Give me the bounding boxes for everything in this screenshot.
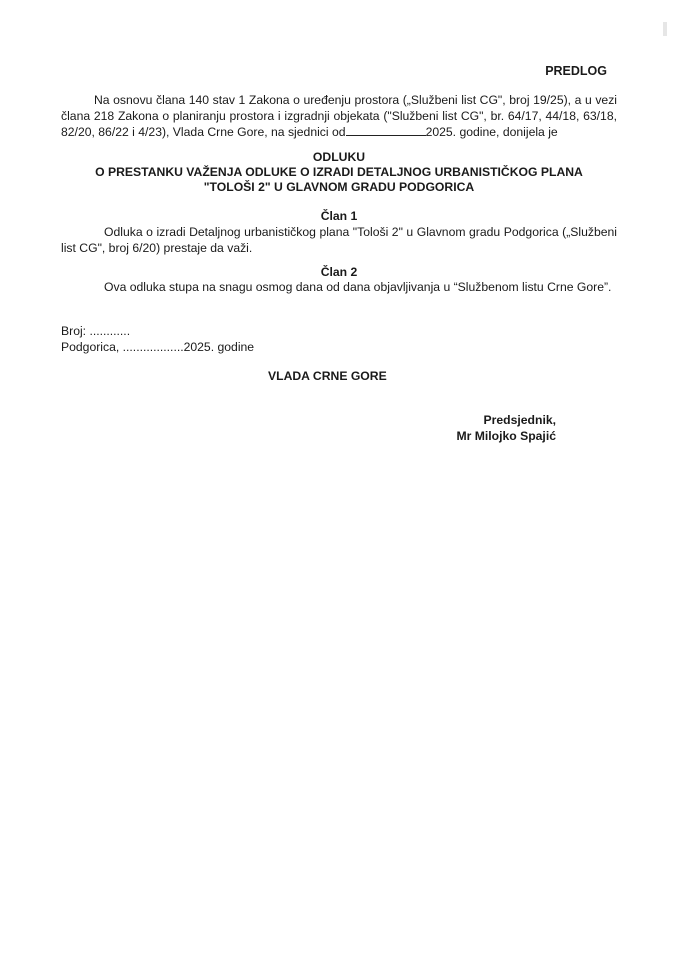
- signature-block: [456, 412, 556, 444]
- government-name: VLADA CRNE GORE: [268, 369, 387, 383]
- article-2-text: Ova odluka stupa na snagu osmog dana od dana objavljivanja u “Službenom listu Crne Gore”.: [104, 280, 612, 294]
- date-blank-line: [346, 125, 426, 136]
- article-1-text: Odluka o izradi Detaljnog urbanističkog plana "Tološi 2" u Glavnom gradu Podgorica („Službeni list CG", broj 6/20) prestaje da važi.: [61, 225, 617, 255]
- proposal-label: PREDLOG: [545, 64, 607, 78]
- document-subtitle-line1: O PRESTANKU VAŽENJA ODLUKE O IZRADI DETALJNOG URBANISTIČKOG PLANA: [95, 165, 583, 179]
- reference-number: Broj: ............: [61, 324, 131, 338]
- document-title: ODLUKU: [312, 150, 366, 164]
- intro-paragraph: [61, 92, 617, 140]
- scan-artifact: [663, 22, 667, 36]
- place-and-date: Podgorica, ..................2025. godine: [61, 340, 255, 354]
- signer-title: Predsjednik,: [483, 413, 556, 427]
- article-1-heading: Član 1: [320, 209, 358, 223]
- signer-name: Mr Milojko Spajić: [456, 429, 556, 443]
- intro-text-part2: 2025. godine, donijela je: [425, 125, 558, 139]
- intro-text-part1: Na osnovu člana 140 stav 1 Zakona o uređenju prostora („Službeni list CG", broj 19/25), a u vezi člana 218 Zakona o planiranju prostora i izgradnji objekata ("Službeni list CG", br. 64/17, 44/18, 63/18, 82/20, 86/22 i 4/23), Vlada Crne Gore, na sjednici od: [61, 93, 617, 139]
- article-2-heading: Član 2: [320, 265, 358, 279]
- document-subtitle-line2: "TOLOŠI 2" U GLAVNOM GRADU PODGORICA: [203, 180, 475, 194]
